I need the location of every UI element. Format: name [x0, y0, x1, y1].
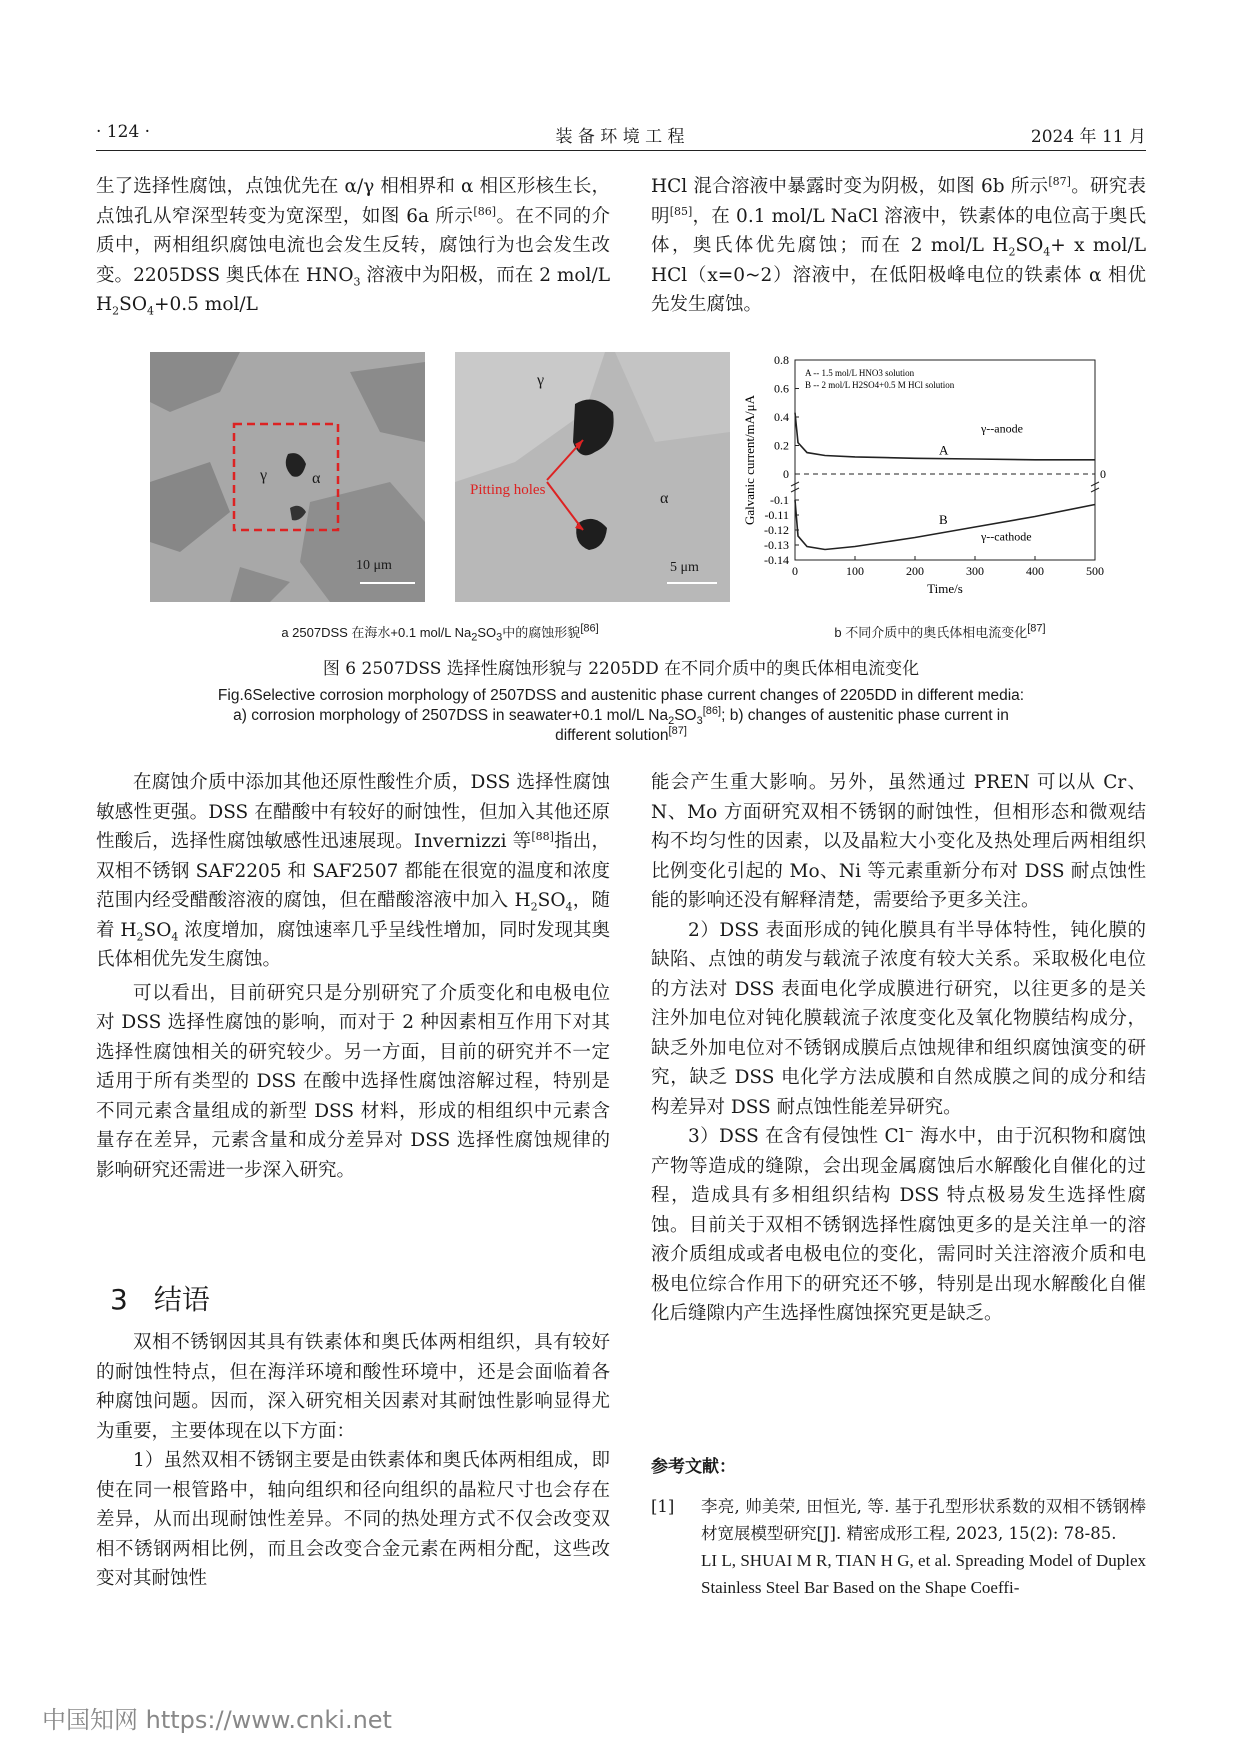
paragraph-top-left: 生了选择性腐蚀，点蚀优先在 α/γ 相相界和 α 相区形核生长，点蚀孔从窄深型转变为宽深型，如图 6a 所示[86]。在不同的介质中，两相组织腐蚀电流也会发生反转，腐蚀行为也会发生改变。2205DSS 奥氏体在 $HNO_3$ 溶液中为阳极，而在 2 mol/L $H_2SO_4+0.5$ mol/L: [96, 176, 610, 318]
label-alpha-a: α: [312, 470, 321, 487]
paragraph-mid-left: [96, 768, 610, 1185]
references-heading: 参考文献：: [651, 1457, 736, 1477]
y-tick-label: 0.2: [774, 438, 789, 453]
label-pitting-holes: Pitting holes: [470, 482, 546, 498]
paragraph-right-0: 能会产生重大影响。另外，虽然通过 PREN 可以从 Cr、N、Mo 方面研究双相不锈钢的耐蚀性，但相形态和微观结构不均匀性的因素，以及晶粒大小变化及热处理后两相组织比例变化引起的 Mo、Ni 等元素重新分布对 DSS 耐点蚀性能的影响还没有解释清楚，需要给予更多关注。: [651, 772, 1146, 911]
reference-en: LI L, SHUAI M R, TIAN H G, et al. Spreading Model of Duplex Stainless Steel Bar Based on the Shape Coeffi-: [701, 1551, 1146, 1597]
label-gamma-a: γ: [260, 467, 268, 484]
subcaption-a: a 2507DSS 在海水+0.1 mol/L $Na_2SO_3$中的腐蚀形貌[86]: [281, 622, 599, 644]
legend-entry-1: B -- 2 mol/L H2SO4+0.5 M HCl solution: [805, 380, 955, 390]
micrograph-b: [455, 352, 730, 602]
y-tick-label: -0.1: [770, 493, 789, 507]
y-tick-label: -0.13: [764, 538, 789, 552]
figure-caption-en-3: different solution[87]: [555, 724, 687, 744]
figure-caption-cn: 图 6 2507DSS 选择性腐蚀形貌与 2205DD 在不同介质中的奥氏体相电流变化: [322, 659, 920, 679]
paragraph-bottom-left-1: 双相不锈钢因其具有铁素体和奥氏体两相组织，具有较好的耐蚀性特点，但在海洋环境和酸性环境中，还是会面临着各种腐蚀问题。因而，深入研究相关因素对其耐蚀性影响显得尤为重要，主要体现在以下方面：: [96, 1332, 610, 1442]
paragraph-top-right: HCl 混合溶液中暴露时变为阴极，如图 6b 所示[87]。研究表明[85]，在 0.1 mol/L NaCl 溶液中，铁素体的电位高于奥氏体，奥氏体优先腐蚀；而在 2 mol/L $H_2SO_4+ x$ mol/L HCl（x=0~2）溶液中，在低阳极峰电位的铁素体 α 相优先发生腐蚀。: [651, 174, 1146, 315]
y-tick-label: 0.8: [774, 353, 789, 367]
issue-date: 2024 年 11 月: [1030, 127, 1146, 147]
y-tick-label: -0.14: [764, 553, 789, 567]
paragraph-right-2: 3）DSS 在含有侵蚀性 Cl− 海水中，由于沉积物和腐蚀产物等造成的缝隙，会出现金属腐蚀后水解酸化自催化的过程，造成具有多相组织结构 DSS 特点极易发生选择性腐蚀。目前关于双相不锈钢选择性腐蚀更多的是关注单一的溶液介质组成或者电极电位的变化，需同时关注溶液介质和电极电位综合作用下的研究还不够，特别是出现水解酸化自催化后缝隙内产生选择性腐蚀探究更是缺乏。: [651, 1124, 1146, 1324]
x-tick-label: 100: [846, 564, 864, 578]
y-tick-label: 0: [783, 467, 789, 481]
series-B-annotation: γ--cathode: [981, 529, 1032, 544]
paragraph-right-1: 2）DSS 表面形成的钝化膜具有半导体特性，钝化膜的缺陷、点蚀的萌发与载流子浓度有较大关系。采取极化电位的方法对 DSS 表面电化学成膜进行研究，以往更多的是关注外加电位对钝化膜载流子浓度变化及氧化物膜结构成分，缺乏外加电位对不锈钢成膜后点蚀规律和组织腐蚀演变的研究，缺乏 DSS 电化学方法成膜和自然成膜之间的成分和结构差异对 DSS 耐点蚀性能差异研究。: [651, 919, 1146, 1118]
section-heading: 3 结语: [110, 1283, 210, 1316]
figure-caption-en-2: a) corrosion morphology of 2507DSS in seawater+0.1 mol/L $Na_2SO_3[86]$; b) changes of austenitic phase current in: [233, 704, 1009, 728]
paragraph-mid-left-1: 在腐蚀介质中添加其他还原性酸性介质，DSS 选择性腐蚀敏感性更强。DSS 在醋酸中有较好的耐蚀性，但加入其他还原性酸后，选择性腐蚀敏感性迅速展现。Invernizzi 等[88]指出，双相不锈钢 SAF2205 和 SAF2507 都能在很宽的温度和浓度范围内经受醋酸溶液的腐蚀，但在醋酸溶液中加入 $H_2SO_4$，随着 $H_2SO_4$ 浓度增加，腐蚀速率几乎呈线性增加，同时发现其奥氏体相优先发生腐蚀。: [96, 772, 611, 970]
reference-tag: [1]: [651, 1497, 675, 1516]
journal-title: 装 备 环 境 工 程: [555, 127, 685, 147]
x-tick-label: 200: [906, 564, 924, 578]
x-tick-label: 400: [1026, 564, 1044, 578]
subcaption-b: b 不同介质中的奥氏体相电流变化[87]: [834, 622, 1046, 640]
y-tick-label: 0.4: [774, 410, 789, 424]
x-tick-label: 500: [1086, 564, 1104, 578]
series-A-annotation: γ--anode: [981, 421, 1023, 436]
header-rule: [96, 150, 1146, 151]
cnki-watermark: 中国知网 https://www.cnki.net: [42, 1706, 392, 1734]
reference-item: [651, 1493, 1146, 1601]
y-tick-label: -0.12: [764, 523, 789, 537]
series-A-label: A: [939, 442, 949, 458]
right-zero-label: 0: [1100, 467, 1106, 481]
label-gamma-b: γ: [537, 372, 545, 389]
label-alpha-b: α: [660, 490, 669, 507]
page-number: · 124 ·: [96, 122, 151, 142]
paragraph-right: [651, 768, 1146, 1329]
reference-cn: 李亮, 帅美荣, 田恒光, 等. 基于孔型形状系数的双相不锈钢棒材宽展模型研究[J]. 精密成形工程, 2023, 15(2): 78-85.: [701, 1497, 1146, 1543]
micrograph-a: [150, 352, 425, 602]
galvanic-current-chart: [740, 350, 1120, 620]
series-B-label: B: [939, 512, 948, 527]
scale-bar-a: 10 μm: [356, 558, 392, 573]
paragraph-bottom-left-2: 1）虽然双相不锈钢主要是由铁素体和奥氏体两相组成，即使在同一根管路中，轴向组织和径向组织的晶粒尺寸也会存在差异，从而出现耐蚀性差异。不同的热处理方式不仅会改变双相不锈钢两相比例，而且会改变合金元素在两相分配，这些改变对其耐蚀性: [96, 1450, 610, 1589]
legend-entry-0: A -- 1.5 mol/L HNO3 solution: [805, 368, 915, 378]
paragraph-mid-left-2: 可以看出，目前研究只是分别研究了介质变化和电极电位对 DSS 选择性腐蚀的影响，而对于 2 种因素相互作用下对其选择性腐蚀相关的研究较少。另一方面，目前的研究并不一定适用于所有类型的 DSS 在酸中选择性腐蚀溶解过程，特别是不同元素含量组成的新型 DSS 材料，形成的相组织中元素含量存在差异，元素含量和成分差异对 DSS 选择性腐蚀规律的影响研究还需进一步深入研究。: [96, 982, 610, 1181]
x-axis-label: Time/s: [927, 581, 963, 596]
x-tick-label: 300: [966, 564, 984, 578]
x-tick-label: 0: [792, 564, 798, 578]
y-axis-label: Galvanic current/mA/μA: [742, 394, 757, 526]
scale-bar-b: 5 μm: [670, 560, 699, 575]
paragraph-bottom-left: [96, 1328, 610, 1594]
y-tick-label: 0.6: [774, 381, 789, 396]
y-tick-label: -0.11: [764, 508, 789, 522]
figure-caption-en-1: Fig.6Selective corrosion morphology of 2507DSS and austenitic phase current changes of 2205DD in different media:: [217, 687, 1025, 704]
